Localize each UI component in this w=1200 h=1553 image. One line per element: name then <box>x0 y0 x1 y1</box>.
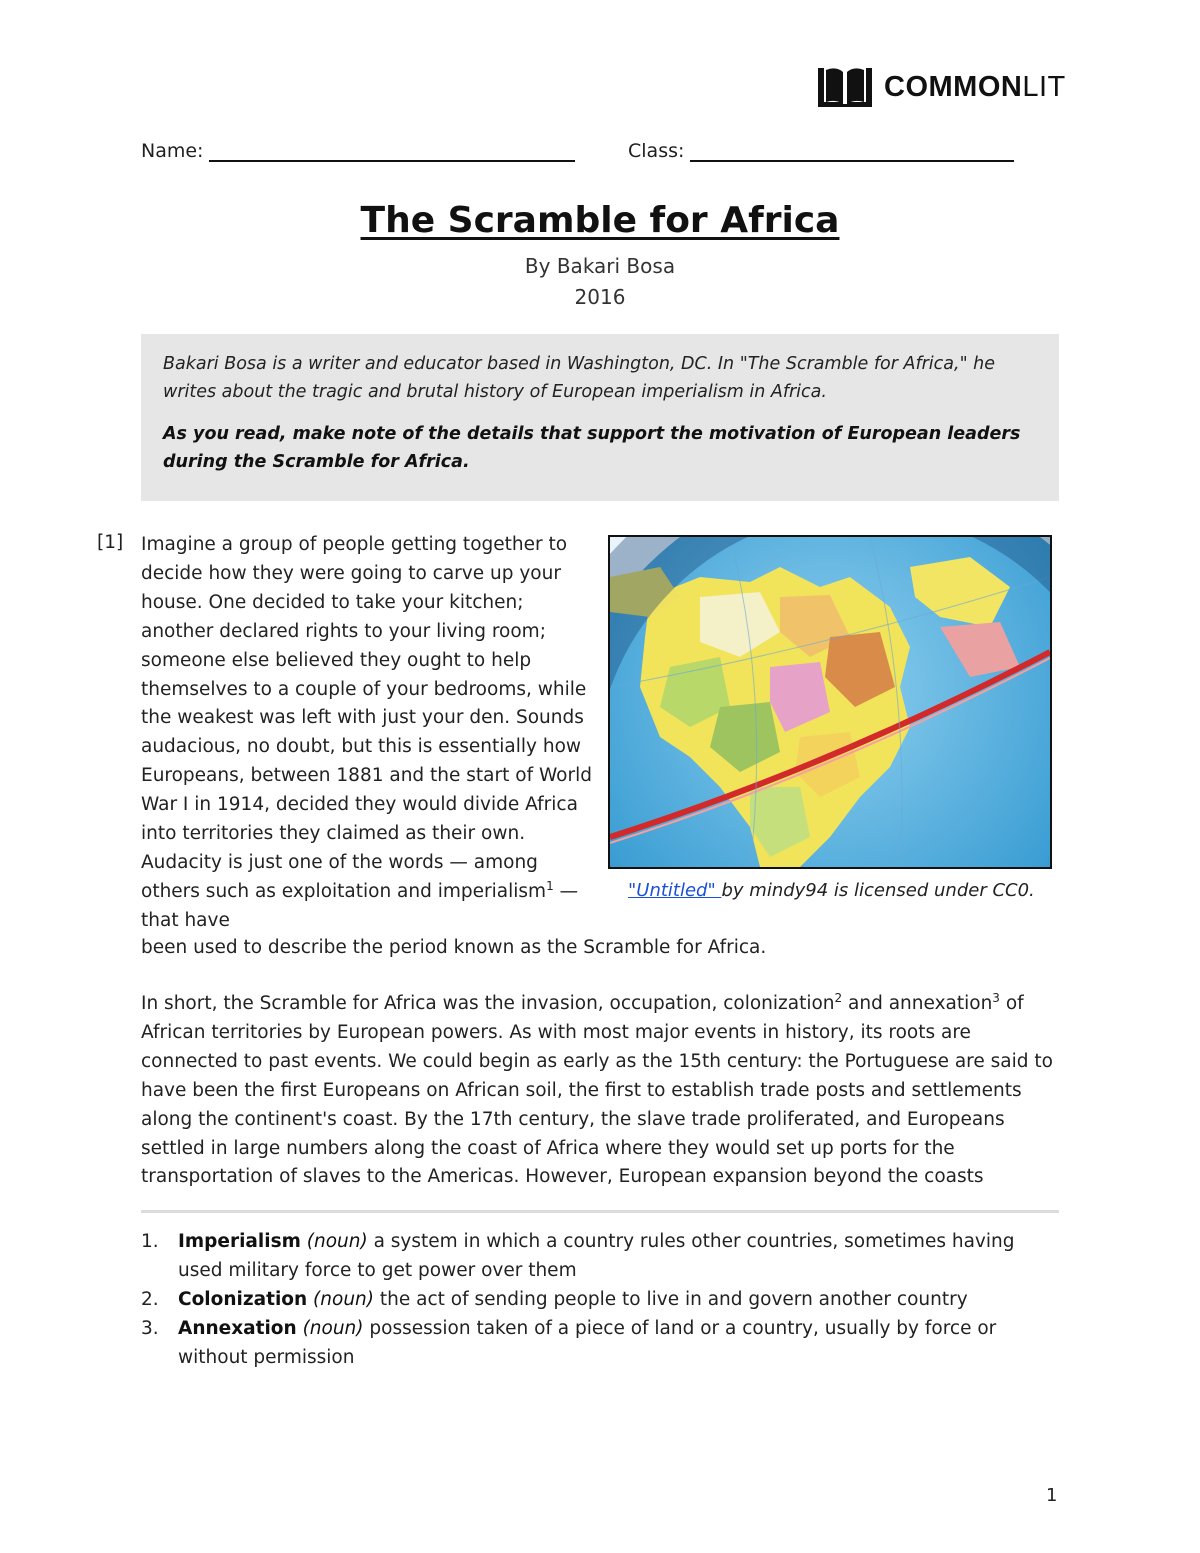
paragraph-number: [1] <box>97 532 124 553</box>
open-book-icon <box>816 66 874 108</box>
class-label: Class: <box>628 140 685 162</box>
footnote-ref-3: 3 <box>992 990 1000 1005</box>
class-field[interactable] <box>628 140 1014 162</box>
image-license-text: by mindy94 is licensed under CC0. <box>721 880 1035 901</box>
name-field[interactable] <box>141 140 575 162</box>
footnote-item: 1. Imperialism (noun) a system in which a country rules other countries, sometimes having used military force to get power over them <box>141 1231 1015 1281</box>
author-intro: Bakari Bosa is a writer and educator based in Washington, DC. In "The Scramble for Africa," he writes about the tragic and brutal history of European imperialism in Africa. <box>163 354 996 402</box>
page-number: 1 <box>1046 1485 1058 1506</box>
byline: By Bakari Bosa <box>524 254 676 278</box>
paragraph-2: In short, the Scramble for Africa was the invasion, occupation, colonization$^2$ and annexation$^3$ of African territories by European powers. As with most major events in history, its roots are connected to past events. We could begin as early as the 15th century: the Portuguese are said to have been the first Europeans on African soil, the first to establish trade posts and settlements along the continent's coast. By the 17th century, the slave trade proliferated, and Europeans settled in large numbers along the coast of Africa where they would set up ports for the transportation of slaves to the Americas. However, European expansion beyond the coasts <box>141 990 1053 1188</box>
footnotes-list <box>141 1228 1041 1373</box>
image-source-link[interactable]: "Untitled" <box>628 880 722 901</box>
paragraph-1: Imagine a group of people getting together to decide how they were going to carve up your house. One decided to take your kitchen; another declared rights to your living room; someone else believed they ought to help themselves to a couple of your bedrooms, while the weakest was left with just your den. Sounds audacious, no doubt, but this is essentially how Europeans, between 1881 and the start of World War I in 1914, decided they would divide Africa into territories they claimed as their own. Audacity is just one of the words — among others such as exploitation and imperialism$^1$ — that have <box>141 534 592 931</box>
footnote-divider <box>141 1210 1059 1213</box>
paragraph-1-continued: been used to describe the period known as the Scramble for Africa. <box>141 937 767 958</box>
footnote-item: 2. Colonization (noun) the act of sending people to live in and govern another country <box>141 1288 968 1310</box>
name-label: Name: <box>141 140 204 162</box>
publication-year: 2016 <box>574 285 626 309</box>
globe-africa-photo-icon <box>610 537 1050 867</box>
reading-prompt: As you read, make note of the details that support the motivation of European leaders during the Scramble for Africa. <box>163 424 1021 472</box>
introduction-box <box>141 334 1059 501</box>
footnote-ref-2: 2 <box>834 990 843 1005</box>
name-blank-line[interactable] <box>209 140 575 162</box>
logo-wordmark: COMMONLIT <box>884 70 1066 103</box>
commonlit-logo <box>816 66 1066 108</box>
document-title: The Scramble for Africa <box>360 200 840 241</box>
class-blank-line[interactable] <box>690 140 1014 162</box>
globe-photo <box>608 535 1052 869</box>
image-caption <box>628 880 1035 901</box>
footnote-ref-1: 1 <box>546 878 554 893</box>
footnote-item: 3. Annexation (noun) possession taken of a piece of land or a country, usually by force or without permission <box>141 1317 997 1368</box>
